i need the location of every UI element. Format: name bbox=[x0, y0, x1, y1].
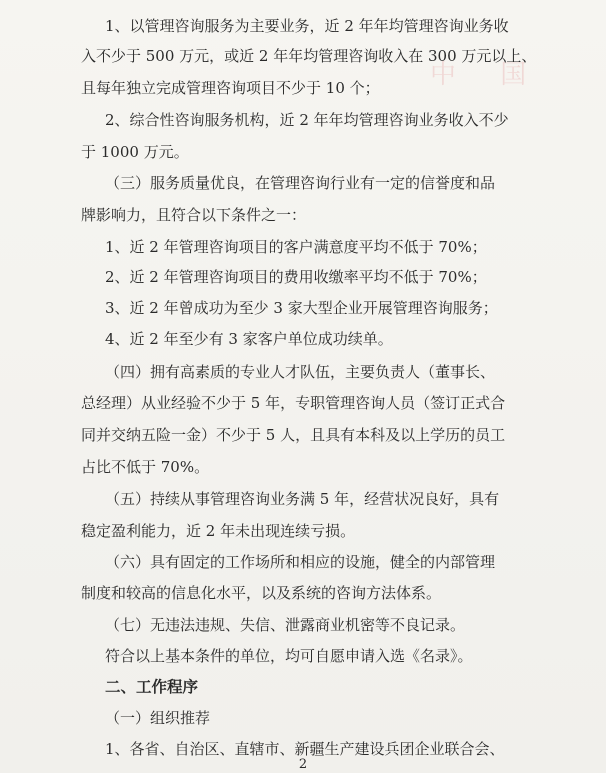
text-line: 入不少于 500 万元，或近 2 年年均管理咨询收入在 300 万元以上、 bbox=[81, 47, 537, 65]
text-line: （七）无违法违规、失信、泄露商业机密等不良记录。 bbox=[105, 616, 466, 634]
text-line: 1、以管理咨询服务为主要业务，近 2 年年均管理咨询业务收 bbox=[105, 17, 509, 35]
text-line: 占比不低于 70%。 bbox=[81, 458, 210, 476]
text-line: 于 1000 万元。 bbox=[81, 143, 189, 161]
text-line: 同并交纳五险一金）不少于 5 人，且具有本科及以上学历的员工 bbox=[81, 426, 506, 444]
text-line: 2、综合性咨询服务机构，近 2 年年均管理咨询业务收入不少 bbox=[105, 111, 509, 129]
text-line: （三）服务质量优良，在管理咨询行业有一定的信誉度和品 bbox=[105, 174, 496, 192]
text-line: 1、近 2 年管理咨询项目的客户满意度平均不低于 70%； bbox=[105, 238, 487, 256]
page-number: 2 bbox=[298, 757, 308, 772]
text-line: （六）具有固定的工作场所和相应的设施，健全的内部管理 bbox=[105, 553, 496, 571]
text-line: 2、近 2 年管理咨询项目的费用收缴率平均不低于 70%； bbox=[105, 268, 487, 286]
section-heading: 二、工作程序 bbox=[105, 678, 199, 696]
text-line: 1、各省、自治区、直辖市、新疆生产建设兵团企业联合会、 bbox=[105, 740, 505, 758]
text-line: 且每年独立完成管理咨询项目不少于 10 个； bbox=[81, 79, 380, 97]
text-line: 稳定盈利能力，近 2 年未出现连续亏损。 bbox=[81, 522, 356, 540]
text-line: （一）组织推荐 bbox=[105, 709, 211, 727]
text-line: 4、近 2 年至少有 3 家客户单位成功续单。 bbox=[105, 330, 393, 348]
text-line: （四）拥有高素质的专业人才队伍，主要负责人（董事长、 bbox=[105, 363, 496, 381]
text-line: 制度和较高的信息化水平，以及系统的咨询方法体系。 bbox=[81, 584, 442, 602]
text-line: 牌影响力，且符合以下条件之一： bbox=[81, 206, 307, 224]
text-line: 3、近 2 年曾成功为至少 3 家大型企业开展管理咨询服务； bbox=[105, 299, 498, 317]
text-line: 总经理）从业经验不少于 5 年，专职管理咨询人员（签订正式合 bbox=[81, 394, 506, 412]
faint-stamp-mark: 中 国 bbox=[430, 60, 545, 90]
text-line: （五）持续从事管理咨询业务满 5 年，经营状况良好，具有 bbox=[105, 490, 500, 508]
text-line: 符合以上基本条件的单位，均可自愿申请入选《名录》。 bbox=[105, 647, 473, 665]
